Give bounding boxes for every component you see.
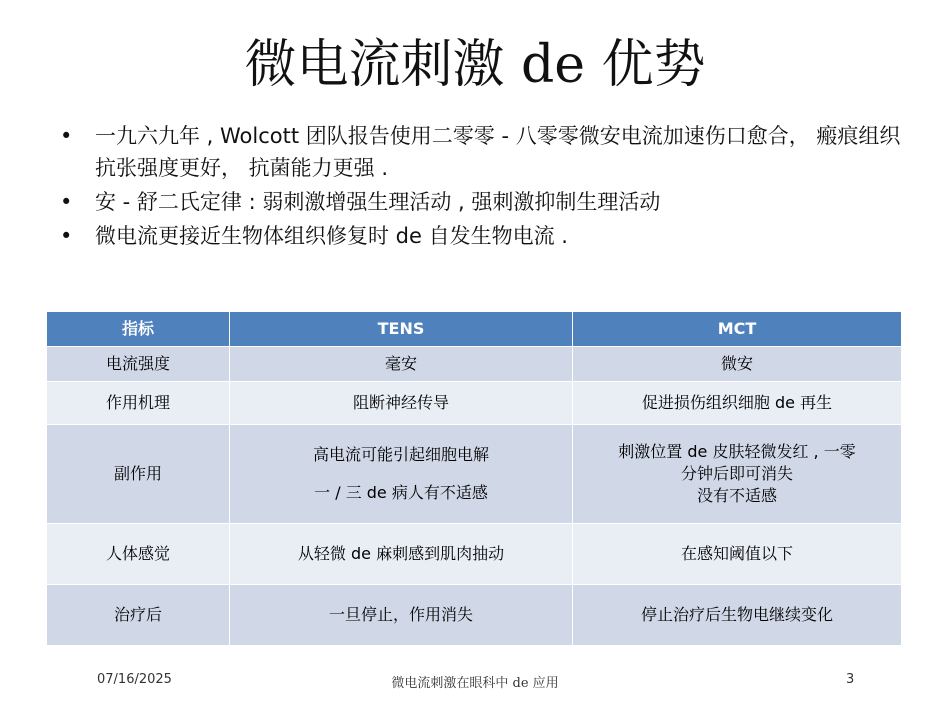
cell-line: 微安 (720, 354, 753, 373)
footer-date: 07/16/2025 (97, 672, 172, 687)
cell-line: 在感知阈值以下 (680, 544, 793, 563)
cell-line: 毫安 (384, 354, 417, 373)
cell-line: 阻断神经传导 (352, 393, 449, 412)
table-row (47, 524, 902, 585)
tens-cell (230, 347, 573, 382)
bullet-text: 安 - 舒二氏定律 : 弱刺激增强生理活动 , 强刺激抑制生理活动 (95, 190, 661, 214)
bullet-text: 一九六九年 , Wolcott 团队报告使用二零零 - 八零零微安电流加速伤口愈合， 瘢痕组织抗张强度更好， 抗菌能力更强 . (95, 124, 901, 180)
row-label: 人体感觉 (47, 524, 230, 585)
table-header-row (47, 312, 902, 347)
cell-line: 没有不适感 (696, 486, 777, 505)
row-label: 副作用 (47, 425, 230, 524)
table-row (47, 425, 902, 524)
tens-cell (230, 524, 573, 585)
cell-line: 分钟后即可消失 (680, 464, 793, 483)
footer-title: 微电流刺激在眼科中 de 应用 (391, 676, 559, 691)
cell-line: 刺激位置 de 皮肤轻微发红 , 一零 (618, 442, 856, 461)
page-number: 3 (846, 672, 855, 687)
mct-cell (573, 425, 902, 524)
cell-line: 停止治疗后生物电继续变化 (640, 605, 833, 624)
cell-line: 促进损伤组织细胞 de 再生 (641, 393, 833, 412)
row-label: 作用机理 (47, 382, 230, 425)
tens-cell (230, 382, 573, 425)
row-label: 电流强度 (47, 347, 230, 382)
slide-title: 微电流刺激 de 优势 (244, 35, 706, 95)
mct-cell (573, 585, 902, 646)
mct-cell (573, 347, 902, 382)
table-row (47, 382, 902, 425)
cell-line: 从轻微 de 麻刺感到肌肉抽动 (297, 544, 505, 563)
tens-cell (230, 585, 573, 646)
tens-cell (230, 425, 573, 524)
table-row (47, 585, 902, 646)
mct-cell (573, 524, 902, 585)
header-cell-tens: TENS (230, 312, 573, 347)
bullet-text: 微电流更接近生物体组织修复时 de 自发生物电流 . (95, 224, 568, 248)
bullet-item (60, 220, 910, 252)
header-cell-indicator: 指标 (47, 312, 230, 347)
row-label: 治疗后 (47, 585, 230, 646)
cell-line: 一旦停止，作用消失 (328, 605, 473, 624)
bullet-icon: • (60, 190, 73, 214)
mct-cell (573, 382, 902, 425)
bullet-icon: • (60, 124, 73, 148)
cell-line: 高电流可能引起细胞电解 (312, 445, 489, 464)
bullet-list (60, 120, 910, 254)
bullet-item (60, 120, 910, 184)
cell-line: 一 / 三 de 病人有不适感 (314, 483, 488, 502)
comparison-table (46, 311, 902, 646)
table-row (47, 347, 902, 382)
header-cell-mct: MCT (573, 312, 902, 347)
bullet-icon: • (60, 224, 73, 248)
bullet-item (60, 186, 910, 218)
